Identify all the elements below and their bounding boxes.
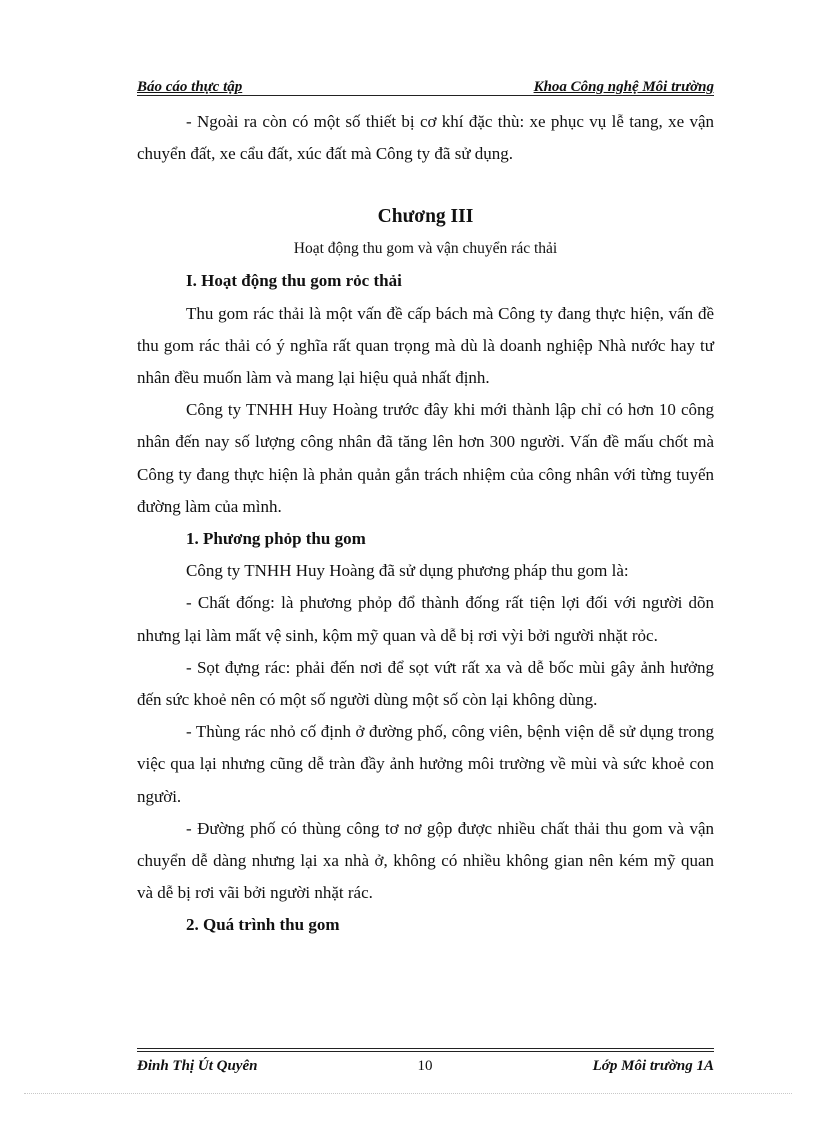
page-edge-divider [24, 1093, 792, 1094]
list-item-baskets: - Sọt đựng rác: phải đến nơi để sọt vứt rất xa và dễ bốc mùi gây ảnh hưởng đến sức khoẻ nên có một số người dùng một số còn lại không dùng. [137, 657, 714, 710]
list-item-piling: - Chất đống: là phương phỏp đổ thành đống rất tiện lợi đối với người dõn nhưng lại làm mất vệ sinh, kộm mỹ quan và dễ bị rơi vỳi bởi người nhặt rỏc. [137, 593, 714, 645]
list-item-small-bins: - Thùng rác nhỏ cố định ở đường phố, công viên, bệnh viện dễ sử dụng trong việc qua lại nhưng cũng dễ tràn đầy ảnh hưởng môi trường về mùi và sức khoẻ con người. [137, 722, 714, 806]
footer-author: Đinh Thị Út Quyên [137, 1057, 258, 1074]
intro-paragraph: - Ngoài ra còn có một số thiết bị cơ khí đặc thù: xe phục vụ lễ tang, xe vận chuyển đất, xe cẩu đất, xúc đất mà Công ty đã sử dụng. [137, 112, 714, 164]
paragraph-company-workforce: Công ty TNHH Huy Hoàng trước đây khi mới thành lập chỉ có hơn 10 công nhân đến nay số lượng công nhân đã tăng lên hơn 300 người. Vấn đề mấu chốt mà Công ty đang thực hiện là phản quản gắn trách nhiệm của công nhân với từng tuyến đường làm của mình. [137, 400, 714, 516]
header-department: Khoa Công nghệ Môi trường [533, 79, 714, 95]
footer-divider-top [137, 1048, 714, 1049]
page-footer [137, 1056, 714, 1076]
footer-class: Lớp Môi trường 1A [592, 1057, 714, 1074]
chapter-subtitle: Hoạt động thu gom và vận chuyển rác thải [293, 240, 558, 258]
header-divider [137, 95, 714, 96]
subheading-collection-process: 2. Quá trình thu gom [186, 915, 340, 935]
list-item-containers: - Đường phố có thùng công tơ nơ gộp được nhiều chất thải thu gom và vận chuyển dễ dàng nhưng lại xa nhà ở, không có nhiều không gian nên kém mỹ quan và dễ bị rơi vãi bởi người nhặt rác. [137, 818, 714, 903]
subheading-collection-method: 1. Phương phỏp thu gom [186, 529, 366, 549]
header-report-title: Báo cáo thực tập [137, 79, 243, 95]
footer-divider-bottom [137, 1051, 714, 1052]
paragraph-method-intro: Công ty TNHH Huy Hoàng đã sử dụng phương pháp thu gom là: [186, 561, 629, 581]
paragraph-collection-importance: Thu gom rác thải là một vấn đề cấp bách mà Công ty đang thực hiện, vấn đề thu gom rác thải có ý nghĩa rất quan trọng mà dù là doanh nghiệp Nhà nước hay tư nhân đều muốn làm và mang lại hiệu quả nhất định. [137, 303, 714, 388]
page-number: 10 [417, 1057, 433, 1074]
section-heading: I. Hoạt động thu gom rỏc thải [186, 271, 402, 291]
page-content [137, 106, 714, 942]
chapter-title: Chương III [377, 206, 474, 228]
page-header [137, 74, 714, 96]
